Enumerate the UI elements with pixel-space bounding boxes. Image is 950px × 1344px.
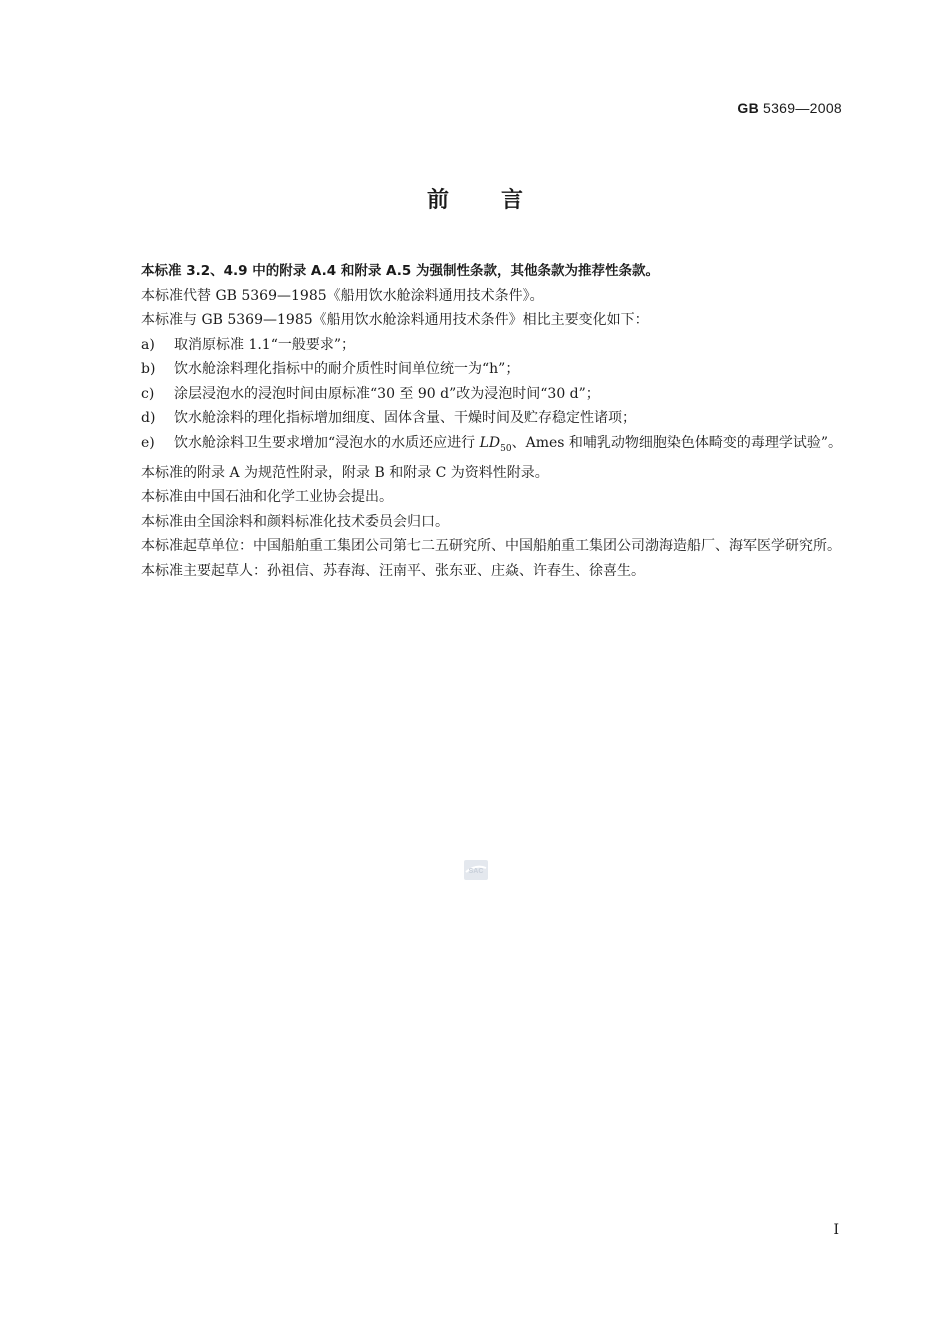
- item-text-before: 饮水舱涂料卫生要求增加“浸泡水的水质还应进行: [174, 434, 480, 451]
- sac-logo-icon: [463, 858, 489, 882]
- foreword-body: [108, 259, 845, 583]
- standard-code: [737, 100, 842, 116]
- item-text: 饮水舱涂料理化指标中的耐介质性时间单位统一为“h”；: [174, 361, 520, 377]
- item-label: e): [141, 434, 155, 451]
- change-item-e: [108, 431, 845, 461]
- proposer-paragraph: 本标准由中国石油和化学工业协会提出。: [141, 489, 393, 506]
- page-number: I: [833, 1222, 839, 1238]
- standard-prefix: GB: [737, 100, 759, 116]
- item-text: 饮水舱涂料的理化指标增加细度、固体含量、干燥时间及贮存稳定性诸项；: [174, 410, 636, 426]
- item-text-after: 、Ames 和哺乳动物细胞染色体畸变的毒理学试验”。: [511, 434, 843, 451]
- changes-intro-paragraph: 本标准与 GB 5369—1985《船用饮水舱涂料通用技术条件》相比主要变化如下：: [141, 312, 649, 328]
- item-label: a): [141, 336, 155, 353]
- item-text: 涂层浸泡水的浸泡时间由原标准“30 至 90 d”改为浸泡时间“30 d”；: [174, 385, 600, 402]
- change-item-a: [108, 333, 845, 358]
- item-text: 取消原标准 1.1“一般要求”；: [174, 336, 356, 353]
- item-label: d): [141, 410, 156, 426]
- svg-text:SAC: SAC: [468, 868, 484, 875]
- drafting-units-paragraph: 本标准起草单位：中国船舶重工集团公司第七二五研究所、中国船舶重工集团公司渤海造船厂、海军医学研究所。: [141, 538, 841, 555]
- page-title: 前言: [426, 188, 575, 213]
- ld-symbol: LD: [479, 434, 501, 451]
- annex-paragraph: 本标准的附录 A 为规范性附录，附录 B 和附录 C 为资料性附录。: [141, 464, 549, 481]
- item-label: c): [141, 385, 155, 402]
- change-item-b: [108, 357, 845, 382]
- change-item-c: [108, 382, 845, 407]
- ld-subscript: 50: [500, 443, 512, 454]
- change-item-d: [108, 406, 845, 431]
- drafters-paragraph: 本标准主要起草人：孙祖信、苏春海、汪南平、张东亚、庄焱、许春生、徐喜生。: [141, 562, 645, 579]
- replacement-paragraph: 本标准代替 GB 5369—1985《船用饮水舱涂料通用技术条件》。: [141, 287, 544, 304]
- mandatory-clause-paragraph: 本标准 3.2、4.9 中的附录 A.4 和附录 A.5 为强制性条款，其他条款为推荐性条款。: [141, 263, 659, 279]
- standard-number: 5369—2008: [763, 100, 842, 116]
- item-label: b): [141, 361, 156, 377]
- committee-paragraph: 本标准由全国涂料和颜料标准化技术委员会归口。: [141, 513, 449, 530]
